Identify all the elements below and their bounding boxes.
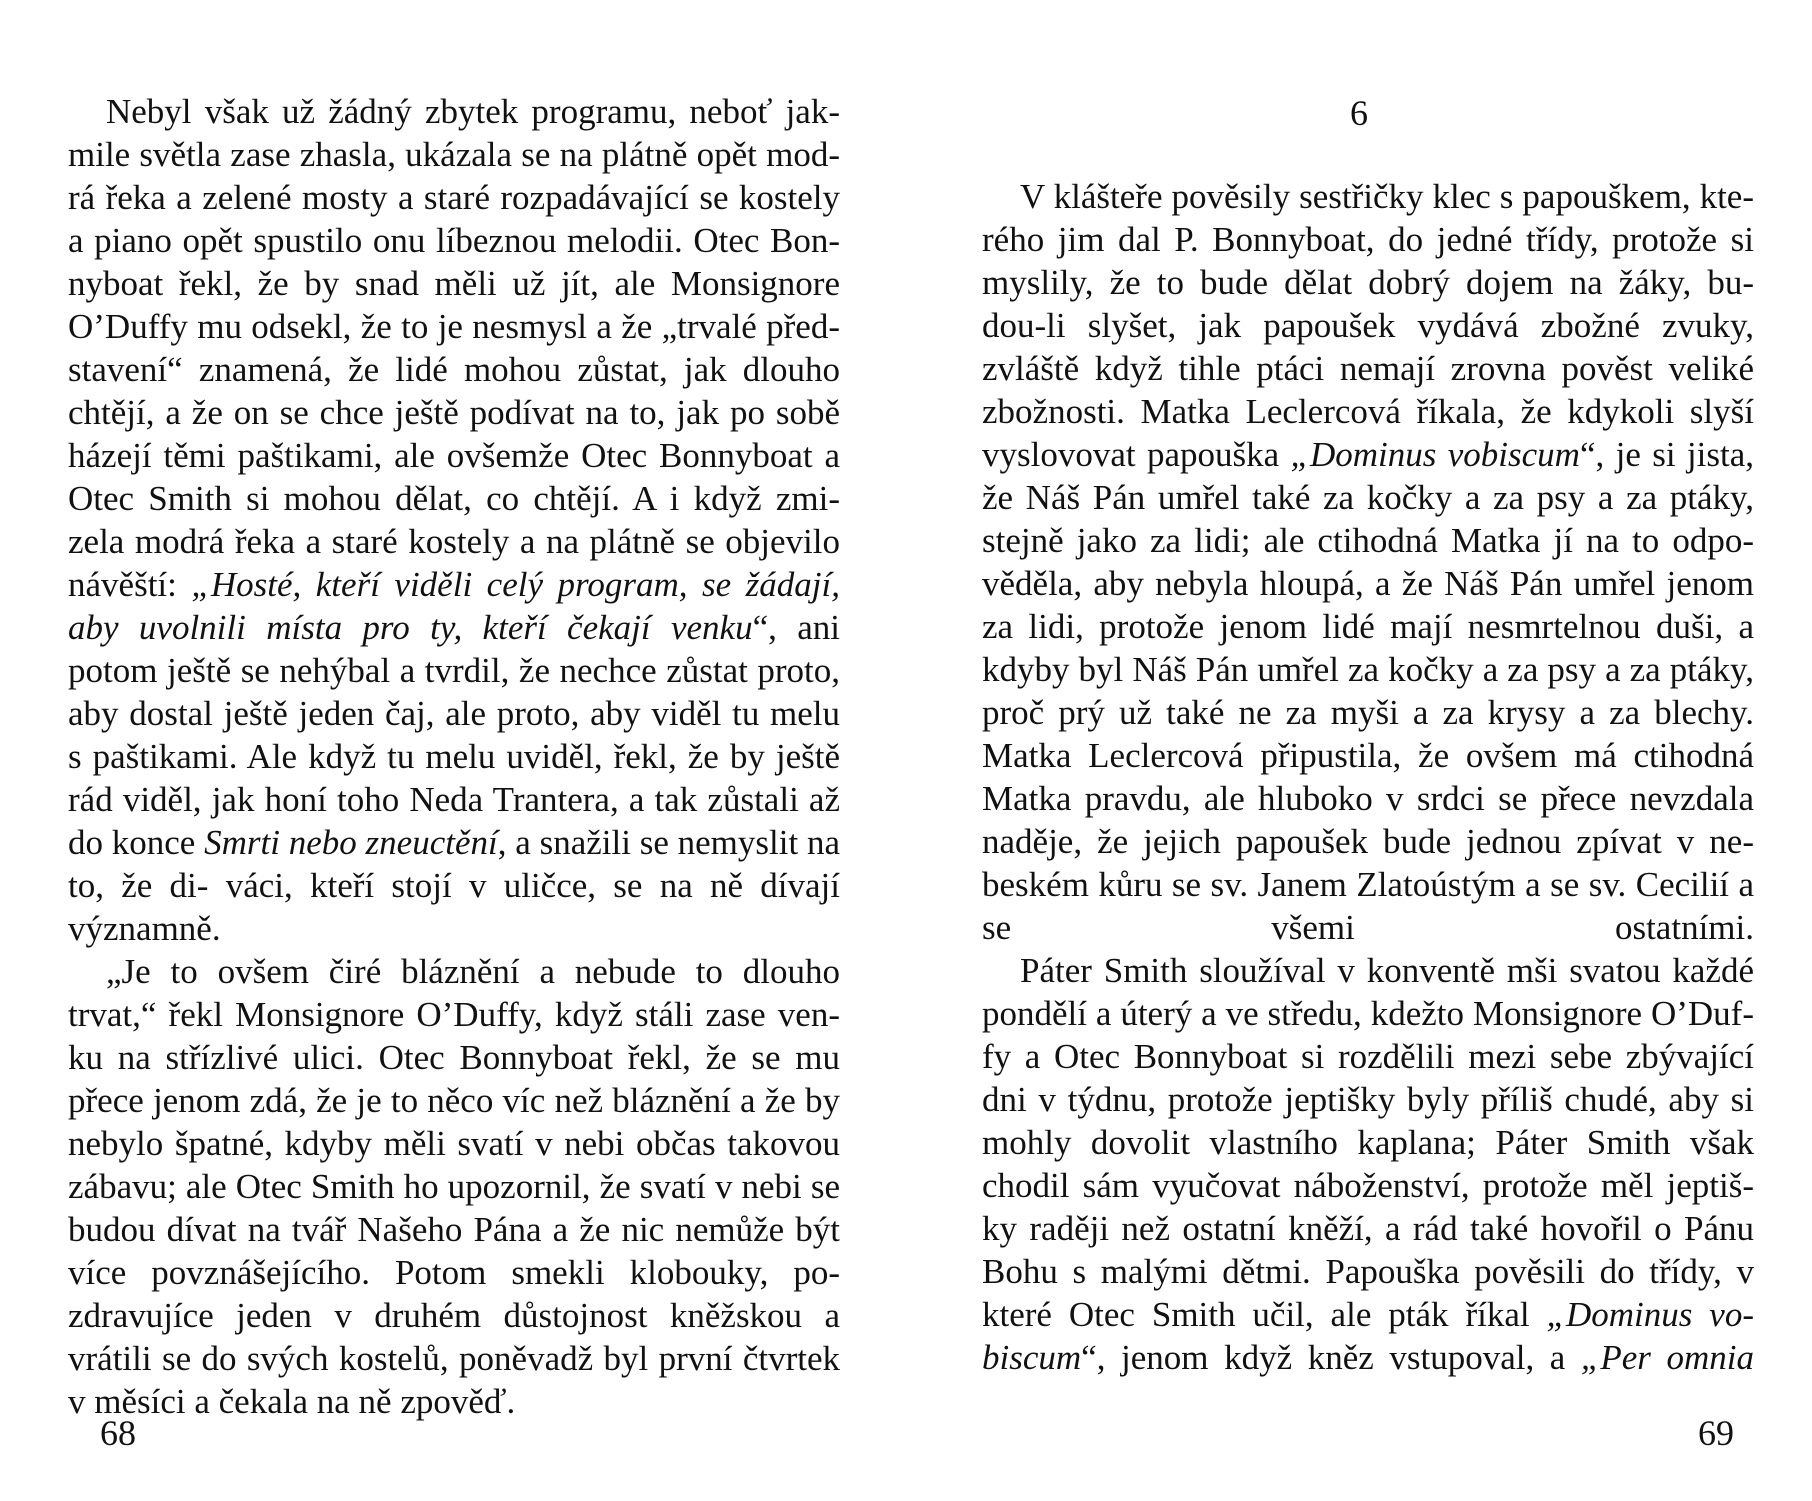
text-line: Bohu s malými dětmi. Papouška pověsili do třídy, (982, 1252, 1722, 1291)
text-line: nyboat řekl, že by snad měli už jít, ale Monsignore (68, 264, 840, 303)
text-line: váci, kteří stojí v uličce, se na ně dívají významně. (68, 866, 840, 948)
text-line: rého jim dal P. Bonnyboat, do jedné třídy, protože si (982, 220, 1754, 259)
text-line: se nehýbal a tvrdil, že nechce zůstat proto, aby dostal (68, 651, 841, 733)
text-line: V klášteře pověsily sestřičky klec s papouškem, kte- (1020, 177, 1754, 216)
text-line: Matka Leclercová připustila, že ovšem má ctihodná (982, 736, 1754, 775)
text-line: ještě jeden čaj, ale proto, aby viděl tu melu s paštikami. (68, 694, 841, 776)
text-line: beském kůru se sv. Janem Zlatoústým a se sv. Cecilií (982, 865, 1730, 904)
text-line: zábavu; ale Otec Smith ho upozornil, že svatí v nebi (68, 1167, 802, 1206)
text-line: vyslovovat papouška (982, 435, 1291, 474)
text-line: Nebyl však už žádný zbytek programu, neboť jak- (106, 92, 840, 131)
text-line: a Otec Smith si mohou dělat, co chtějí. A i když zmi- (68, 436, 841, 518)
text-line: zvláště když tihle ptáci nemají zrovna pověst veliké (982, 349, 1754, 388)
left-page-text (68, 90, 840, 1423)
text-line: , a snažili se nemyslit na to, že di- (68, 823, 840, 905)
right-page-text (982, 175, 1754, 1379)
text-line: rá řeka a zelené mosty a staré rozpadávající se kostely (68, 178, 840, 217)
text-line: honí toho Neda Trantera, a tak zůstali až do konce (68, 780, 840, 862)
text-line: stejně jako za lidi; ale ctihodná Matka jí na to odpo- (982, 521, 1754, 560)
text-line: proč prý už také ne za myši a za krysy a za blechy. (982, 693, 1754, 732)
text-line: chodil sám vyučovat náboženství, protože měl jeptiš- (982, 1166, 1754, 1205)
text-line: kdyby byl Náš Pán umřel za kočky a za psy a za ptáky, (982, 650, 1754, 689)
page-number-right: 69 (1698, 1413, 1734, 1453)
text-line: ku na střízlivé ulici. Otec Bonnyboat řekl, že se mu (68, 1038, 840, 1077)
text-line: trvat,“ řekl Monsignore O’Duffy, když stáli zase ven- (68, 995, 840, 1034)
text-line: “, ani potom ještě (68, 608, 841, 690)
text-line: chtějí, a že on se chce ještě podívat na to, jak po sobě (68, 393, 840, 432)
italic-notice: uvolnili místa pro ty, kteří čekají venku (138, 608, 753, 647)
right-page (906, 0, 1812, 1501)
italic-phrase: biscum (982, 1338, 1082, 1377)
text-line: vrátili se do svých kostelů, poněvadž byl první čtvrtek (68, 1339, 840, 1378)
page-number-left: 68 (100, 1413, 136, 1453)
text-line: stavení“ znamená, že lidé mohou zůstat, jak dlouho (68, 350, 840, 389)
text-line: nebylo špatné, kdyby měli svatí v nebi občas takovou (68, 1124, 840, 1163)
left-paragraph-1 (68, 90, 840, 950)
text-line: pondělí a úterý a ve středu, kdežto Monsignore O’Duf- (982, 994, 1754, 1033)
right-paragraph-1 (982, 175, 1754, 949)
italic-phrase: „Dominus vobiscum (1290, 435, 1580, 474)
text-line: věděla, aby nebyla hloupá, a že Náš Pán umřel jenom (982, 564, 1754, 603)
italic-phrase: „Per omnia (1580, 1338, 1755, 1377)
text-line: „Je to ovšem čiré bláznění a nebude to dlouho (106, 952, 840, 991)
italic-phrase: „Dominus vo- (1546, 1295, 1754, 1334)
right-paragraph-2 (982, 949, 1754, 1379)
text-line: naděje, že jejich papoušek bude jednou zpívat v ne- (982, 822, 1754, 861)
text-line: “, jenom když kněz vstupoval, a (1081, 1338, 1581, 1377)
text-line: mohly dovolit vlastního kaplana; Páter Smith však (982, 1123, 1754, 1162)
text-line: být více povznášejícího. Potom smekli klobouky, po- (68, 1210, 841, 1292)
text-line: zela modrá řeka a staré kostely a na plátně se objevilo (68, 522, 840, 561)
text-line: fy a Otec Bonnyboat si rozdělili mezi sebe zbývající (982, 1037, 1754, 1076)
text-line: Matka pravdu, ale hluboko v srdci se přece nevzdala (982, 779, 1754, 818)
text-line: návěští: (68, 565, 192, 604)
text-line: zdravujíce jeden v druhém důstojnost kněžskou a (68, 1296, 840, 1335)
text-line: přece jenom zdá, že je to něco víc než bláznění a že by (68, 1081, 840, 1120)
text-line: mile světla zase zhasla, ukázala se na plátně opět mod- (68, 135, 840, 174)
text-line: “, je si jista, (1579, 435, 1755, 474)
text-line: dou-li slyšet, jak papoušek vydává zbožné zvuky, (982, 306, 1754, 345)
left-paragraph-2 (68, 950, 840, 1423)
text-line: dni v týdnu, protože jeptišky byly příliš chudé, aby si (982, 1080, 1754, 1119)
text-line: a se všemi ostatními. (982, 865, 1755, 947)
italic-notice: „Hosté, kteří viděli celý program, se žádají, aby (68, 565, 840, 647)
text-line: že Náš Pán umřel také za kočky a za psy a za ptáky, (982, 478, 1754, 517)
text-line: v měsíci a čekala na ně zpověď. (68, 1382, 516, 1421)
text-line: O’Duffy mu odsekl, že to je nesmysl a že „trvalé před- (68, 307, 840, 346)
text-line: se budou dívat na tvář Našeho Pána a že nic nemůže (68, 1167, 841, 1249)
text-line: a piano opět spustilo onu líbeznou melodii. Otec Bon- (68, 221, 840, 260)
text-line: Ale když tu melu uviděl, řekl, že by ještě rád viděl, jak (68, 737, 840, 819)
text-line: ky raději než ostatní kněží, a rád také hovořil o Pánu (982, 1209, 1754, 1248)
chapter-number-label: 6 (1350, 93, 1368, 133)
text-line: Páter Smith sloužíval v konventě mši svatou každé (1020, 951, 1754, 990)
text-line: v které Otec Smith učil, ale pták říkal (982, 1252, 1755, 1334)
italic-title: Smrti nebo zneuctění (204, 823, 498, 862)
text-line: myslily, že to bude dělat dobrý dojem na žáky, bu- (982, 263, 1754, 302)
text-line: zbožnosti. Matka Leclercová říkala, že kdykoli slyší (982, 392, 1754, 431)
text-line: za lidi, protože jenom lidé mají nesmrtelnou duši, a (982, 607, 1754, 646)
text-line: házejí těmi paštikami, ale ovšemže Otec Bonnyboat (68, 436, 813, 475)
chapter-number (906, 92, 1812, 135)
